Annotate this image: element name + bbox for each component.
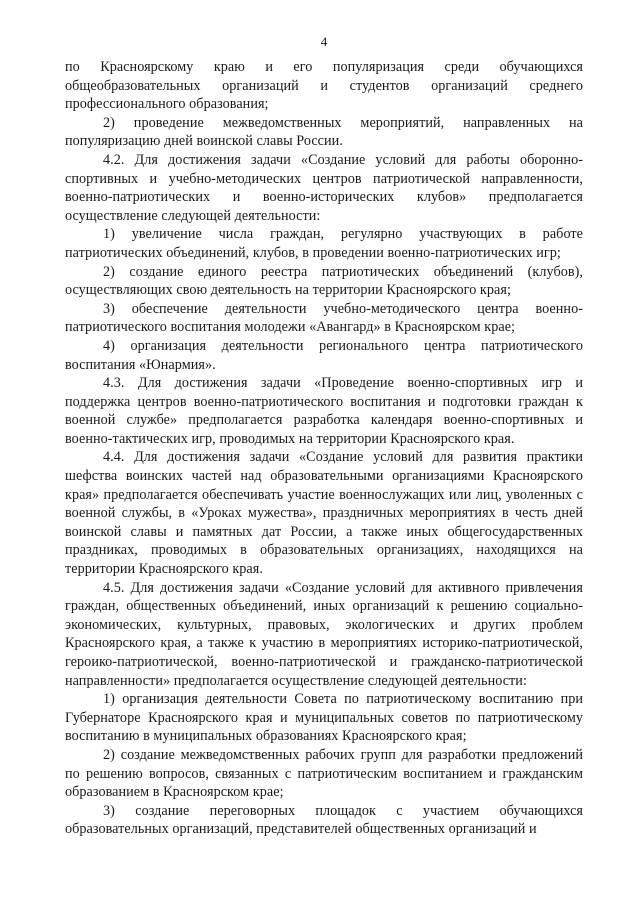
list-item-2-working-groups: 2) создание межведомственных рабочих групп для разработки предложений по решению вопросов, связанных с патриотическим воспитанием и гражданским образованием в Красноярском крае; [65, 746, 583, 801]
section-4-3: 4.3. Для достижения задачи «Проведение военно-спортивных игр и поддержка центров военно-патриотического воспитания и подготовки граждан к военной службе» предполагается разработка календаря военно-спортивных и военно-тактических игр, проводимых на территории Красноярского края. [65, 375, 583, 447]
list-item-4-yunarmiya: 4) организация деятельности регионального центра патриотического воспитания «Юнармия». [65, 337, 583, 373]
list-item-1-council: 1) организация деятельности Совета по патриотическому воспитанию при Губернаторе Красноярского края и муниципальных советов по патриотическому воспитанию в муниципальных образованиях Красноярского края; [65, 691, 583, 745]
section-4-5: 4.5. Для достижения задачи «Создание условий для активного привлечения граждан, общественных объединений, иных организаций к решению социально-экономических, культурных, правовых, экологических и других проблем Красноярского края, а также к участию в мероприятиях историко-патриотической, героико-патриотической, военно-патриотической и гражданско-патриотической направленности» предполагается осуществление следующей деятельности: [65, 579, 583, 689]
page-number: 4 [320, 34, 328, 49]
list-item-1-increase-participants: 1) увеличение числа граждан, регулярно участвующих в работе патриотических объединений, клубов, в проведении военно-патриотических игр; [65, 226, 583, 261]
list-item-3-negotiation-platforms: 3) создание переговорных площадок с участием обучающихся образовательных организаций, представителей общественных организаций и [65, 802, 583, 838]
section-4-4: 4.4. Для достижения задачи «Создание условий для развития практики шефства воинских частей над образовательными организациями Красноярского края» предполагается обеспечивать участие военнослужащих или лиц, уволенных с военной службы, в «Уроках мужества», праздничных мероприятиях в честь дней воинской славы и памятных дат России, а также иных общегосударственных праздниках, проводимых в образовательных организациях, находящихся на территории Красноярского края. [65, 449, 583, 578]
list-item-2-awareness-events: 2) проведение межведомственных мероприятий, направленных на популяризацию дней воинской славы России. [65, 114, 583, 150]
section-4-2: 4.2. Для достижения задачи «Создание условий для работы оборонно-спортивных и учебно-методических центров патриотической направленности, военно-патриотических и военно-исторических клубов» предполагается осуществление следующей деятельности: [65, 151, 583, 224]
list-item-2-registry: 2) создание единого реестра патриотических объединений (клубов), осуществляющих свою деятельность на территории Красноярского края; [65, 263, 583, 299]
paragraph-continuation: по Красноярскому краю и его популяризация среди обучающихся общеобразовательных организаций и студентов организаций среднего профессионального образования; [65, 59, 583, 113]
list-item-3-avangard: 3) обеспечение деятельности учебно-методического центра военно-патриотического воспитания молодежи «Авангард» в Красноярском крае; [65, 300, 583, 336]
